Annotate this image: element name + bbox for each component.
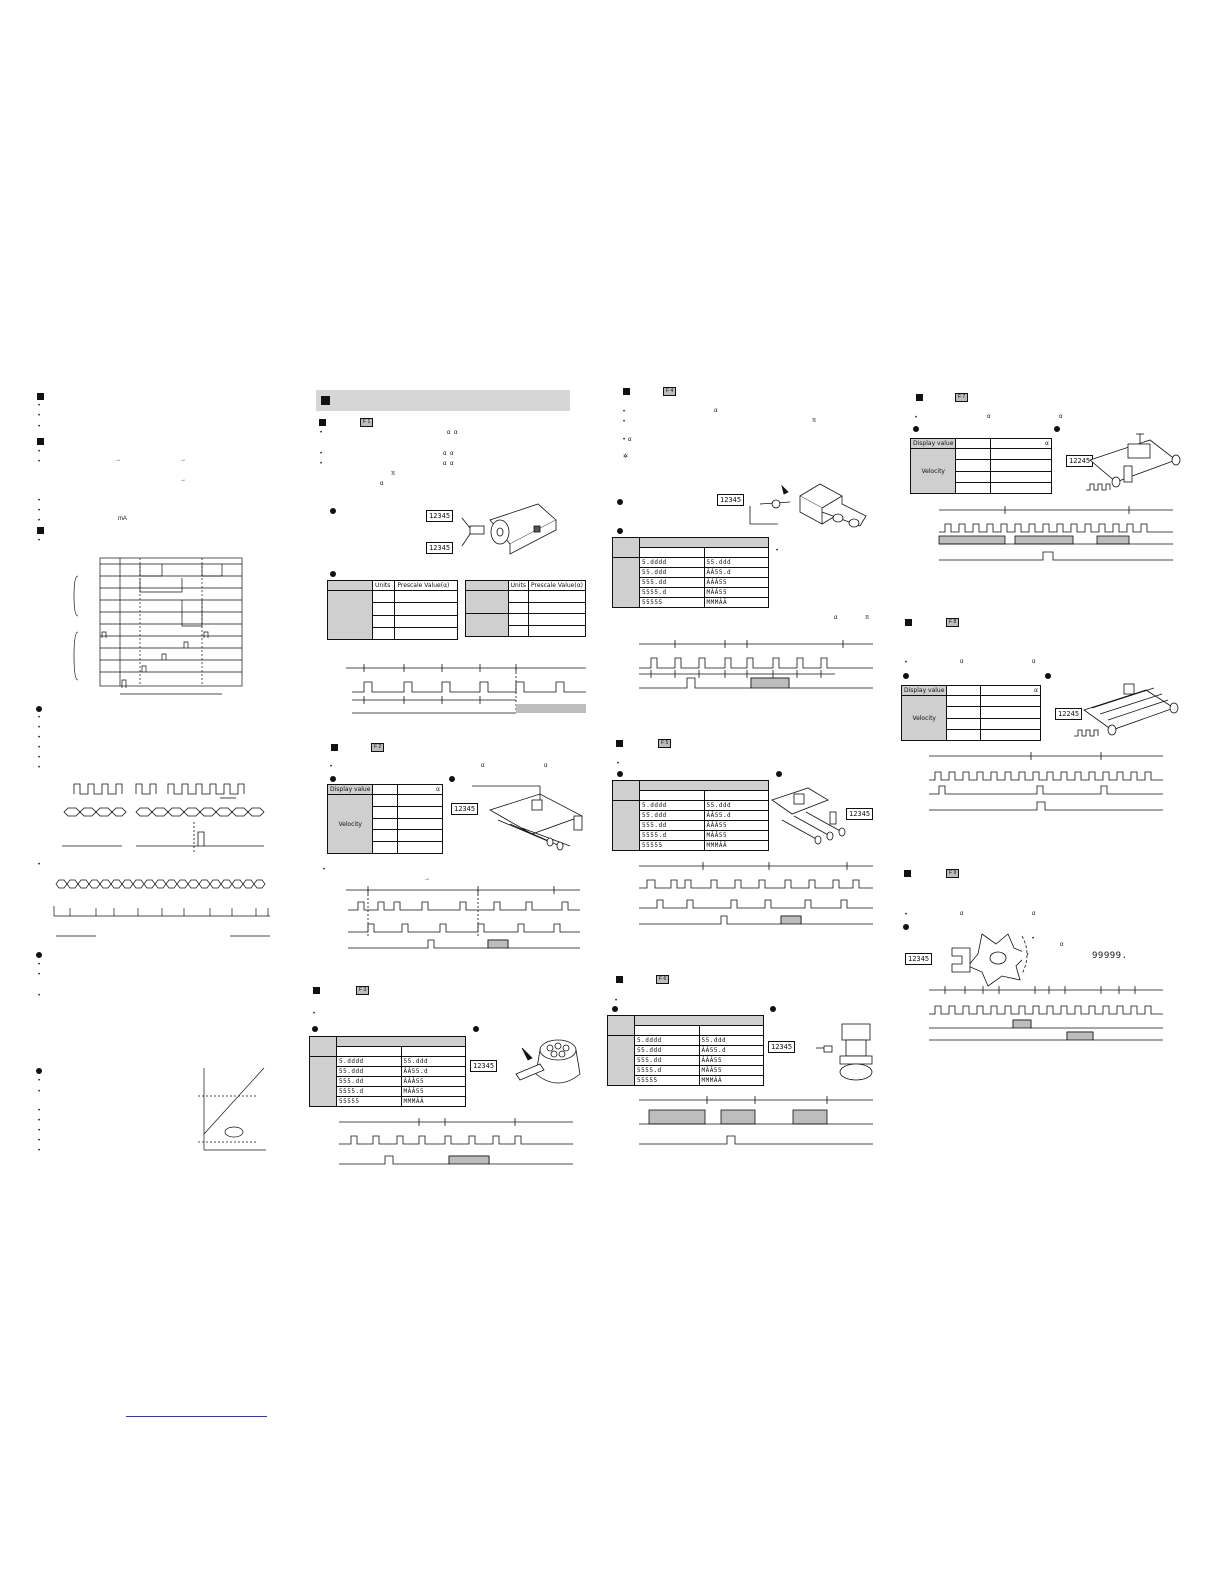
table-header-cell	[401, 1047, 466, 1057]
bullet: •	[38, 725, 41, 731]
segment-value: 5555.d	[640, 831, 705, 841]
section-marker	[319, 419, 326, 426]
table-header-cell: α	[398, 785, 443, 795]
table-header-cell	[635, 1016, 764, 1026]
counter-display: 12345	[451, 803, 478, 815]
counter-display: 12345	[905, 953, 932, 965]
segment-value: ÂÂ55.d	[699, 1046, 764, 1056]
table-cell	[373, 806, 398, 818]
bullet: •	[38, 1118, 41, 1124]
table-header-cell: Units	[508, 581, 528, 591]
bullet: •	[623, 409, 626, 415]
segment-value: 5555.d	[337, 1087, 402, 1097]
bullet: •	[38, 508, 41, 514]
table-header-cell	[640, 538, 769, 548]
function-chip-f3: F 3	[356, 986, 369, 995]
function-chip-f5: F 5	[658, 739, 671, 748]
segment-value: 5.dddd	[337, 1057, 402, 1067]
table-header-cell: α	[980, 686, 1040, 696]
alpha-symbol: α	[481, 763, 485, 769]
segment-value: MMMÂÂ	[704, 841, 769, 851]
bullet: •	[915, 415, 918, 421]
table-header-cell	[947, 686, 980, 696]
f1-timing-diagram	[340, 662, 588, 714]
f5-display-table	[612, 780, 769, 851]
table-cell	[613, 538, 640, 558]
table-header-cell	[956, 439, 990, 449]
subsection-dot	[1054, 426, 1060, 432]
f4-display-table	[612, 537, 769, 608]
f6-display-table	[607, 1015, 764, 1086]
alpha-symbol: α	[454, 430, 458, 436]
pi-symbol: π	[865, 615, 870, 621]
table-header-cell	[640, 791, 705, 801]
table-header-cell	[337, 1047, 402, 1057]
roller-line-illustration	[768, 780, 848, 848]
table-cell	[956, 471, 990, 482]
segment-value: 55.ddd	[635, 1046, 700, 1056]
subsection-dot	[330, 571, 336, 577]
segment-value: MMMÂÂ	[401, 1097, 466, 1107]
bullet: •	[38, 424, 41, 430]
table-cell	[990, 449, 1051, 460]
bullet: •	[38, 449, 41, 455]
segment-value: 55555	[640, 598, 705, 608]
table-header-cell	[328, 581, 373, 591]
alpha-symbol: α	[443, 461, 447, 467]
table-cell	[466, 591, 509, 614]
section-marker	[331, 744, 338, 751]
counter-display: 12345	[846, 808, 873, 820]
table-header-cell	[704, 548, 769, 558]
f1-units-table-left	[327, 580, 458, 640]
table-cell	[398, 818, 443, 830]
section-marker	[37, 527, 44, 534]
table-cell	[980, 718, 1040, 729]
table-cell	[947, 696, 980, 707]
f3-timing-diagram	[335, 1118, 575, 1166]
subsection-dot	[770, 1006, 776, 1012]
table-cell	[613, 558, 640, 608]
table-cell	[508, 602, 528, 614]
conveyor-sensor-illustration	[1080, 430, 1180, 494]
arrow-glyph: →	[180, 457, 186, 463]
table-header-cell	[337, 1037, 466, 1047]
bottle-feeder-illustration	[510, 1034, 590, 1092]
bullet: •	[313, 1011, 316, 1017]
table-cell	[373, 591, 395, 603]
subsection-dot	[903, 673, 909, 679]
segment-value: 55.ddd	[704, 801, 769, 811]
bullet: •	[1032, 936, 1035, 942]
bullet: •	[38, 972, 41, 978]
rotary-disk-illustration	[936, 926, 1035, 990]
characteristic-graph	[196, 1064, 268, 1152]
table-header-cell: Prescale Value(α)	[395, 581, 458, 591]
table-cell	[373, 627, 395, 639]
footer-link-underline[interactable]	[126, 1416, 267, 1417]
table-cell	[947, 729, 980, 740]
table-cell	[990, 460, 1051, 471]
segment-value: MMMÂÂ	[699, 1076, 764, 1086]
alpha-symbol: α	[443, 451, 447, 457]
subsection-dot	[903, 924, 909, 930]
section-header-bar	[316, 390, 570, 411]
segment-value: ÂÂ55.d	[704, 811, 769, 821]
alpha-symbol: α	[450, 461, 454, 467]
table-cell	[980, 696, 1040, 707]
table-header-cell	[640, 548, 705, 558]
alpha-symbol: α	[714, 408, 718, 414]
section-marker	[616, 740, 623, 747]
pi-symbol: π	[812, 418, 817, 424]
bullet: •	[320, 451, 323, 457]
table-cell	[508, 591, 528, 603]
subsection-dot	[36, 706, 42, 712]
alpha-symbol: α	[987, 414, 991, 420]
bullet: •	[330, 764, 333, 770]
table-header-cell	[373, 785, 398, 795]
table-cell	[373, 830, 398, 842]
section-marker	[916, 394, 923, 401]
roller-table-illustration	[470, 780, 590, 850]
segment-value: 5.dddd	[640, 801, 705, 811]
bullet: •	[38, 1138, 41, 1144]
bullet: •	[623, 437, 626, 443]
bullet: •	[323, 867, 326, 873]
table-header-cell	[635, 1026, 700, 1036]
function-chip-f8: F 8	[946, 618, 959, 627]
subsection-dot	[617, 499, 623, 505]
f7-timing-diagram	[935, 506, 1175, 562]
segment-value: 555.dd	[640, 821, 705, 831]
table-cell	[956, 460, 990, 471]
table-header-cell: Units	[373, 581, 395, 591]
table-header-cell	[699, 1026, 764, 1036]
velocity-label: Velocity	[902, 696, 947, 741]
subsection-dot	[449, 776, 455, 782]
table-cell	[373, 795, 398, 807]
pi-symbol: π	[391, 471, 396, 477]
table-cell	[613, 781, 640, 801]
section-marker	[313, 987, 320, 994]
alpha-symbol: α	[834, 615, 838, 621]
bullet: •	[320, 430, 323, 436]
alpha-symbol: α	[1032, 659, 1036, 665]
subsection-dot	[312, 1026, 318, 1032]
f8-velocity-table	[901, 685, 1041, 741]
bullet: •	[38, 1089, 41, 1095]
alpha-symbol: α	[1032, 911, 1036, 917]
alpha-symbol: α	[960, 911, 964, 917]
segment-value: 5555.d	[635, 1066, 700, 1076]
segment-value: MÂÂ55	[704, 831, 769, 841]
function-chip-f7: F 7	[955, 393, 968, 402]
counter-display: 12345	[426, 510, 453, 522]
overflow-display-value: 99999.	[1092, 951, 1128, 961]
table-header-cell	[704, 791, 769, 801]
table-cell	[395, 627, 458, 639]
segment-value: ÂÂ55.d	[401, 1067, 466, 1077]
f5-timing-diagram	[635, 860, 875, 926]
bullet: •	[38, 1128, 41, 1134]
segment-value: MÂÂ55	[704, 588, 769, 598]
bullet: •	[38, 715, 41, 721]
bullet: •	[38, 745, 41, 751]
table-cell	[980, 729, 1040, 740]
bullet: •	[38, 459, 41, 465]
segment-value: 55.ddd	[640, 811, 705, 821]
table-cell	[528, 614, 585, 626]
table-cell	[508, 614, 528, 626]
arrow-glyph: →	[115, 457, 121, 463]
table-cell	[328, 591, 373, 640]
f6-timing-diagram	[635, 1096, 875, 1146]
table-cell	[373, 603, 395, 615]
subsection-dot	[36, 1068, 42, 1074]
segment-value: 555.dd	[640, 578, 705, 588]
function-chip-f1: F 1	[360, 418, 373, 427]
alpha-symbol: α	[1059, 414, 1063, 420]
segment-value: 55.ddd	[640, 568, 705, 578]
table-cell	[395, 591, 458, 603]
velocity-label: Velocity	[911, 449, 956, 494]
f2-velocity-table	[327, 784, 443, 854]
table-cell	[528, 625, 585, 637]
counter-display: 12345	[426, 542, 453, 554]
roller-conveyor-illustration	[460, 500, 558, 562]
bullet: •	[38, 862, 41, 868]
counter-display: 12245	[1066, 455, 1093, 467]
f8-timing-diagram	[925, 752, 1165, 812]
f4-timing-diagram	[635, 638, 875, 690]
section-marker	[905, 619, 912, 626]
segment-value: 5.dddd	[640, 558, 705, 568]
press-machine-illustration	[806, 1020, 872, 1086]
subsection-dot	[617, 771, 623, 777]
bullet: •	[38, 993, 41, 999]
segment-value: ÂÂÂ55	[704, 821, 769, 831]
subsection-dot	[36, 952, 42, 958]
f2-timing-diagram	[342, 884, 582, 950]
subsection-dot	[330, 508, 336, 514]
unit-label: mA	[118, 516, 127, 522]
table-cell	[373, 615, 395, 627]
flowmeter-pipe-illustration	[730, 476, 870, 534]
table-cell	[373, 842, 398, 854]
subsection-dot	[1045, 673, 1051, 679]
counter-display: 12345	[717, 494, 744, 506]
table-cell	[608, 1036, 635, 1086]
bullet: •	[38, 1078, 41, 1084]
segment-value: 55.ddd	[401, 1057, 466, 1067]
table-header-cell	[640, 781, 769, 791]
bullet: •	[38, 403, 41, 409]
table-cell	[395, 615, 458, 627]
count-waveform-diagram	[50, 872, 275, 942]
function-chip-f9: F 9	[946, 869, 959, 878]
f9-timing-diagram	[925, 986, 1165, 1042]
table-cell	[508, 625, 528, 637]
table-cell	[398, 830, 443, 842]
segment-value: ÂÂÂ55	[704, 578, 769, 588]
segment-value: 555.dd	[635, 1056, 700, 1066]
segment-value: 5555.d	[640, 588, 705, 598]
bullet: •	[905, 912, 908, 918]
table-cell	[990, 482, 1051, 493]
table-cell	[990, 471, 1051, 482]
table-header-cell: Prescale Value(α)	[528, 581, 585, 591]
table-cell	[956, 449, 990, 460]
timing-grid-diagram	[72, 556, 247, 706]
table-cell	[956, 482, 990, 493]
table-header-cell	[466, 581, 509, 591]
table-header-cell: α	[990, 439, 1051, 449]
f3-display-table	[309, 1036, 466, 1107]
alpha-symbol: α	[447, 430, 451, 436]
section-marker	[37, 393, 44, 400]
table-cell	[395, 603, 458, 615]
bullet: •	[38, 765, 41, 771]
subsection-dot	[330, 776, 336, 782]
subsection-dot	[612, 1006, 618, 1012]
bullet: •	[38, 1108, 41, 1114]
segment-value: ÂÂÂ55	[699, 1056, 764, 1066]
arrow-glyph: →	[180, 477, 186, 483]
segment-value: MÂÂ55	[401, 1087, 466, 1097]
table-cell	[528, 602, 585, 614]
segment-value: 5.dddd	[635, 1036, 700, 1046]
arrow-glyph: →	[424, 876, 430, 882]
table-cell	[373, 818, 398, 830]
section-marker	[37, 438, 44, 445]
segment-value: 55.ddd	[704, 558, 769, 568]
bullet: •	[615, 998, 618, 1004]
alpha-symbol: α	[450, 451, 454, 457]
counter-display: 12345	[768, 1041, 795, 1053]
section-marker	[904, 870, 911, 877]
f7-velocity-table	[910, 438, 1052, 494]
function-chip-f2: F 2	[371, 743, 384, 752]
table-cell	[398, 795, 443, 807]
segment-value: 55.ddd	[337, 1067, 402, 1077]
segment-value: MMMÂÂ	[704, 598, 769, 608]
alpha-symbol: α	[628, 437, 632, 443]
bullet: •	[38, 962, 41, 968]
table-header-cell: Display value	[328, 785, 373, 795]
subsection-dot	[473, 1026, 479, 1032]
bullet: •	[623, 419, 626, 425]
table-cell	[947, 707, 980, 718]
table-cell	[310, 1037, 337, 1057]
bullet: •	[38, 538, 41, 544]
bullet: •	[38, 518, 41, 524]
table-header-cell: Display value	[902, 686, 947, 696]
section-marker	[616, 976, 623, 983]
segment-value: MÂÂ55	[699, 1066, 764, 1076]
table-cell	[608, 1016, 635, 1036]
table-cell	[613, 801, 640, 851]
alpha-symbol: α	[544, 763, 548, 769]
counter-display: 12345	[470, 1060, 497, 1072]
bullet: •	[617, 761, 620, 767]
segment-value: 55.ddd	[699, 1036, 764, 1046]
segment-value: ÂÂ55.d	[704, 568, 769, 578]
alpha-symbol: α	[960, 659, 964, 665]
segment-value: 555.dd	[337, 1077, 402, 1087]
counter-display: 12245	[1055, 708, 1082, 720]
bullet: •	[38, 498, 41, 504]
function-chip-f4: F 4	[663, 387, 676, 396]
bullet: •	[320, 461, 323, 467]
segment-value: 55555	[640, 841, 705, 851]
table-cell	[466, 614, 509, 637]
subsection-dot	[617, 528, 623, 534]
table-cell	[398, 842, 443, 854]
bullet: •	[38, 735, 41, 741]
bullet: •	[38, 413, 41, 419]
subsection-dot	[776, 771, 782, 777]
table-header-cell: Display value	[911, 439, 956, 449]
bullet: •	[776, 548, 779, 554]
function-chip-f6: F 6	[656, 975, 669, 984]
slat-conveyor-illustration	[1070, 680, 1180, 740]
table-cell	[528, 591, 585, 603]
pulse-waveform-diagram	[60, 782, 275, 862]
subsection-dot	[913, 426, 919, 432]
section-marker	[321, 396, 330, 405]
bullet: •	[38, 755, 41, 761]
gear-icon: ✲	[623, 454, 629, 460]
alpha-symbol: α	[1060, 942, 1064, 948]
table-cell	[310, 1057, 337, 1107]
segment-value: ÂÂÂ55	[401, 1077, 466, 1087]
alpha-symbol: α	[380, 481, 384, 487]
f1-units-table-right	[465, 580, 586, 637]
table-cell	[980, 707, 1040, 718]
section-marker	[623, 388, 630, 395]
segment-value: 55555	[337, 1097, 402, 1107]
table-cell	[947, 718, 980, 729]
velocity-label: Velocity	[328, 795, 373, 854]
segment-value: 55555	[635, 1076, 700, 1086]
table-cell	[398, 806, 443, 818]
bullet: •	[905, 660, 908, 666]
bullet: •	[38, 1148, 41, 1154]
